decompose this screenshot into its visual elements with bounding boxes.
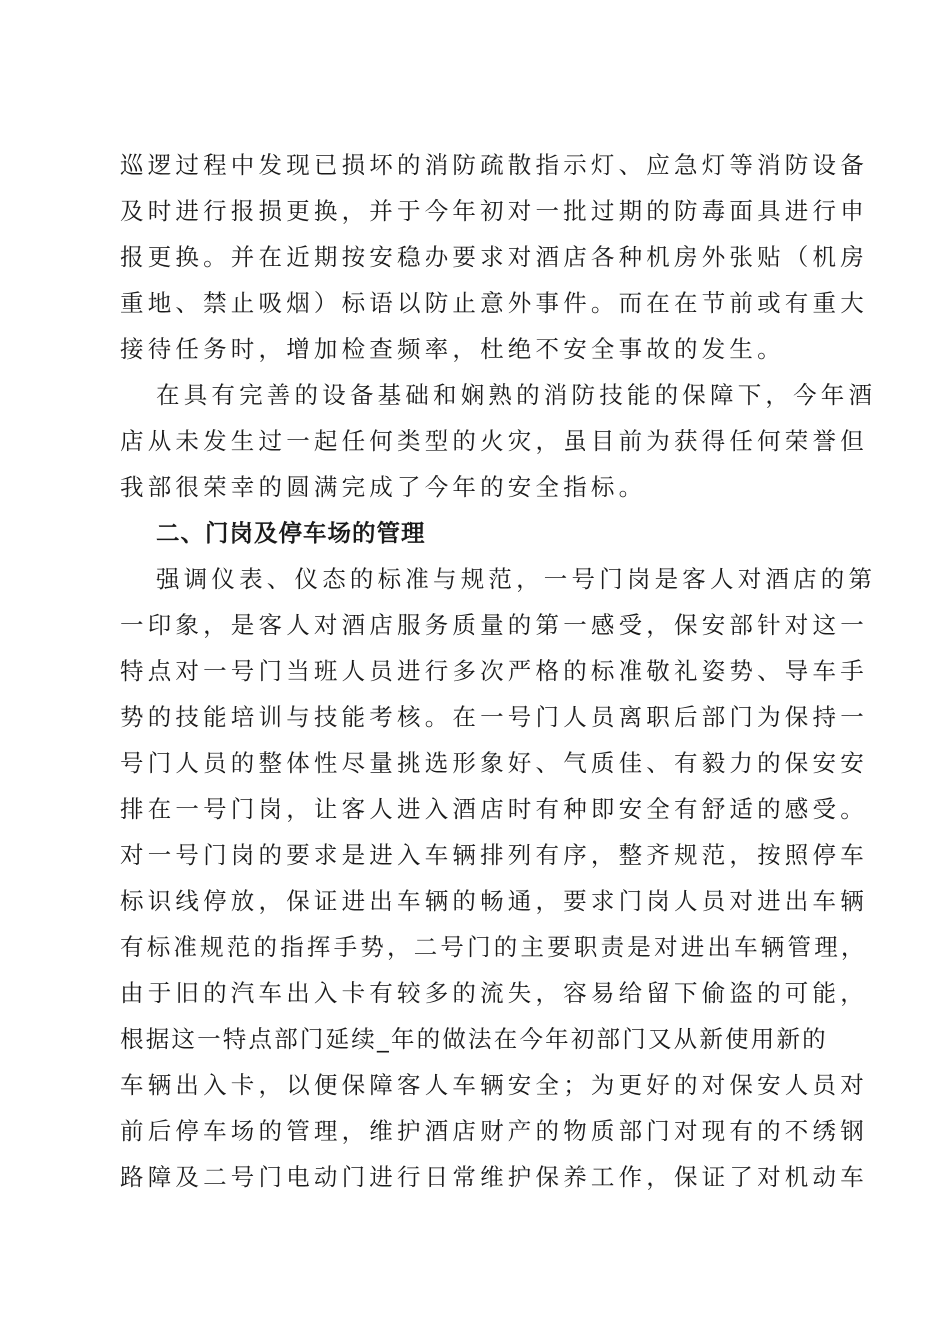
text-line: 我部很荣幸的圆满完成了今年的安全指标。 bbox=[120, 473, 647, 501]
text-line: 排在一号门岗，让客人进入酒店时有种即安全有舒适的感受。 bbox=[120, 795, 868, 823]
text-line: 重地、禁止吸烟）标语以防止意外事件。而在在节前或有重大 bbox=[120, 289, 868, 317]
paragraph-gate-parking bbox=[120, 556, 877, 1200]
paragraph-fire-equipment bbox=[120, 142, 868, 372]
text-line: 一印象，是客人对酒店服务质量的第一感受，保安部针对这一 bbox=[120, 611, 868, 639]
text-line: 号门人员的整体性尽量挑选形象好、气质佳、有毅力的保安安 bbox=[120, 749, 868, 777]
text-line: 在具有完善的设备基础和娴熟的消防技能的保障下，今年酒 bbox=[156, 381, 877, 409]
text-line: 根据这一特点部门延续_年的做法在今年初部门又从新使用新的 bbox=[120, 1025, 828, 1053]
section-heading: 二、门岗及停车场的管理 bbox=[156, 519, 426, 547]
document-body bbox=[120, 142, 877, 1200]
text-line: 特点对一号门当班人员进行多次严格的标准敬礼姿势、导车手 bbox=[120, 657, 868, 685]
text-line: 势的技能培训与技能考核。在一号门人员离职后部门为保持一 bbox=[120, 703, 868, 731]
text-line: 车辆出入卡，以便保障客人车辆安全；为更好的对保安人员对 bbox=[120, 1071, 868, 1099]
paragraph-safety-result bbox=[120, 372, 877, 510]
text-line: 由于旧的汽车出入卡有较多的流失，容易给留下偷盗的可能， bbox=[120, 979, 868, 1007]
text-line: 有标准规范的指挥手势，二号门的主要职责是对进出车辆管理， bbox=[120, 933, 868, 961]
text-line: 报更换。并在近期按安稳办要求对酒店各种机房外张贴（机房 bbox=[120, 243, 868, 271]
text-line: 接待任务时，增加检查频率，杜绝不安全事故的发生。 bbox=[120, 335, 785, 363]
text-line: 及时进行报损更换，并于今年初对一批过期的防毒面具进行申 bbox=[120, 197, 868, 225]
text-line: 巡逻过程中发现已损坏的消防疏散指示灯、应急灯等消防设备 bbox=[120, 151, 868, 179]
text-line: 路障及二号门电动门进行日常维护保养工作，保证了对机动车 bbox=[120, 1163, 868, 1191]
text-line: 前后停车场的管理，维护酒店财产的物质部门对现有的不绣钢 bbox=[120, 1117, 868, 1145]
text-line: 店从未发生过一起任何类型的火灾，虽目前为获得任何荣誉但 bbox=[120, 427, 868, 455]
text-line: 对一号门岗的要求是进入车辆排列有序，整齐规范，按照停车 bbox=[120, 841, 868, 869]
text-line: 强调仪表、仪态的标准与规范，一号门岗是客人对酒店的第 bbox=[156, 565, 877, 593]
text-line: 标识线停放，保证进出车辆的畅通，要求门岗人员对进出车辆 bbox=[120, 887, 868, 915]
